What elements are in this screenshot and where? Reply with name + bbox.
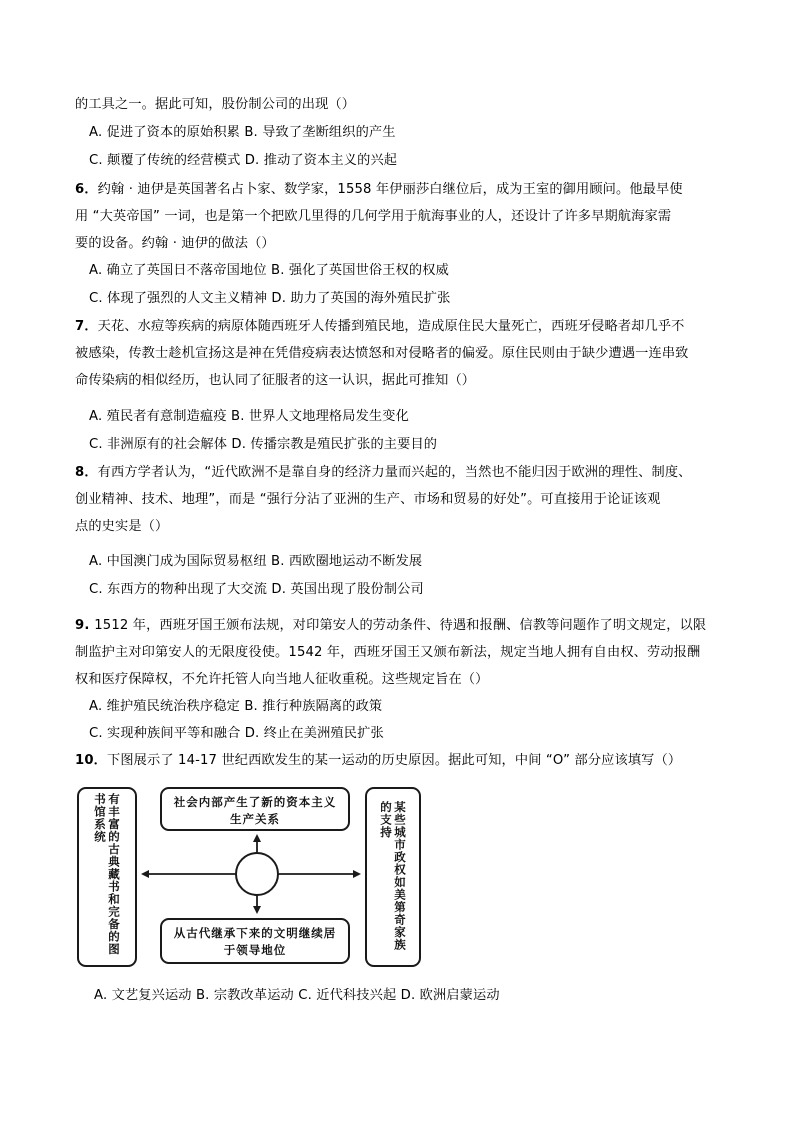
diagram-top-box bbox=[160, 787, 350, 831]
q8-options-ab: A. 中国澳门成为国际贸易枢纽 B. 西欧圈地运动不断发展 bbox=[89, 554, 423, 569]
diagram-bottom-text: 从古代继承下来的文明继续居于领导地位 bbox=[173, 926, 337, 957]
q6-stem-line-2: 用 “大英帝国” 一词，也是第一个把欧几里得的几何学用于航海事业的人，还设计了许多早期航海家需 bbox=[75, 209, 672, 224]
diagram-bottom-box bbox=[160, 918, 350, 964]
diagram-left-text: 有丰富的古典藏书和完备的图书馆系统 bbox=[93, 793, 121, 956]
q7-stem-line-1 bbox=[75, 318, 685, 336]
q6-stem-line-1 bbox=[75, 181, 683, 199]
q7-options-cd: C. 非洲原有的社会解体 D. 传播宗教是殖民扩张的主要目的 bbox=[89, 437, 438, 452]
q5-options-ab: A. 促进了资本的原始积累 B. 导致了垄断组织的产生 bbox=[89, 125, 396, 140]
q8-stem-line-1 bbox=[75, 464, 692, 482]
diagram-right-box bbox=[365, 787, 421, 967]
q9-stem-line-1 bbox=[75, 617, 706, 635]
q6-number: 6． bbox=[75, 182, 98, 197]
q9-options-cd: C. 实现种族间平等和融合 D. 终止在美洲殖民扩张 bbox=[89, 726, 384, 741]
q9-stem-text-1: 1512 年，西班牙国王颁布法规，对印第安人的劳动条件、待遇和报酬、信教等问题作了明文规定，以限 bbox=[94, 618, 707, 633]
q7-number: 7． bbox=[75, 319, 98, 334]
q6-options-cd: C. 体现了强烈的人文主义精神 D. 助力了英国的海外殖民扩张 bbox=[89, 291, 451, 306]
q9-number: 9. bbox=[75, 618, 95, 633]
q7-stem-line-2: 被感染，传教士趁机宣扬这是神在凭借疫病表达愤怒和对侵略者的偏爱。原住民则由于缺少遭遇一连串致 bbox=[75, 346, 689, 361]
q9-stem-line-2: 制监护主对印第安人的无限度役使。1542 年，西班牙国王又颁布新法，规定当地人拥有自由权、劳动报酬 bbox=[75, 645, 701, 660]
q5-stem: 的工具之一。据此可知，股份制公司的出现（） bbox=[75, 97, 356, 112]
q10-diagram bbox=[75, 785, 423, 970]
q8-stem-line-3: 点的史实是（） bbox=[75, 519, 169, 534]
q10-options: A. 文艺复兴运动 B. 宗教改革运动 C. 近代科技兴起 D. 欧洲启蒙运动 bbox=[94, 988, 500, 1003]
q8-number: 8． bbox=[75, 465, 98, 480]
diagram-left-box bbox=[77, 787, 137, 967]
diagram-top-text: 社会内部产生了新的资本主义生产关系 bbox=[173, 795, 337, 826]
q6-stem-line-3: 要的设备。约翰 · 迪伊的做法（） bbox=[75, 236, 275, 251]
diagram-center-circle bbox=[236, 853, 278, 895]
q6-options-ab: A. 确立了英国日不落帝国地位 B. 强化了英国世俗王权的权威 bbox=[89, 263, 449, 278]
diagram-right-text: 某些城市政权如美第奇家族的支持 bbox=[379, 801, 407, 951]
q10-number: 10． bbox=[75, 753, 107, 768]
q5-options-cd: C. 颠覆了传统的经营模式 D. 推动了资本主义的兴起 bbox=[89, 153, 398, 168]
q10-stem-line-1 bbox=[75, 752, 681, 770]
q7-stem-line-3: 命传染病的相似经历，也认同了征服者的这一认识，据此可推知（） bbox=[75, 373, 476, 388]
q10-stem-text-1: 下图展示了 14-17 世纪西欧发生的某一运动的历史原因。据此可知，中间 “O” 部分应该填写（） bbox=[107, 753, 682, 768]
q9-options-ab: A. 维护殖民统治秩序稳定 B. 推行种族隔离的政策 bbox=[89, 699, 383, 714]
q8-stem-text-1: 有西方学者认为，“近代欧洲不是靠自身的经济力量而兴起的，当然也不能归因于欧洲的理性、制度、 bbox=[97, 465, 692, 480]
q6-stem-text-1: 约翰 · 迪伊是英国著名占卜家、数学家，1558 年伊丽莎白继位后，成为王室的御用顾问。他最早使 bbox=[97, 182, 683, 197]
q9-stem-line-3: 权和医疗保障权，不允许托管人向当地人征收重税。这些规定旨在（） bbox=[75, 672, 489, 687]
q7-stem-text-1: 天花、水痘等疾病的病原体随西班牙人传播到殖民地，造成原住民大量死亡，西班牙侵略者却几乎不 bbox=[97, 319, 685, 334]
q7-options-ab: A. 殖民者有意制造瘟疫 B. 世界人文地理格局发生变化 bbox=[89, 409, 409, 424]
q8-stem-line-2: 创业精神、技术、地理”，而是 “强行分沾了亚洲的生产、市场和贸易的好处”。可直接用于论证该观 bbox=[75, 492, 661, 507]
q8-options-cd: C. 东西方的物种出现了大交流 D. 英国出现了股份制公司 bbox=[89, 582, 424, 597]
